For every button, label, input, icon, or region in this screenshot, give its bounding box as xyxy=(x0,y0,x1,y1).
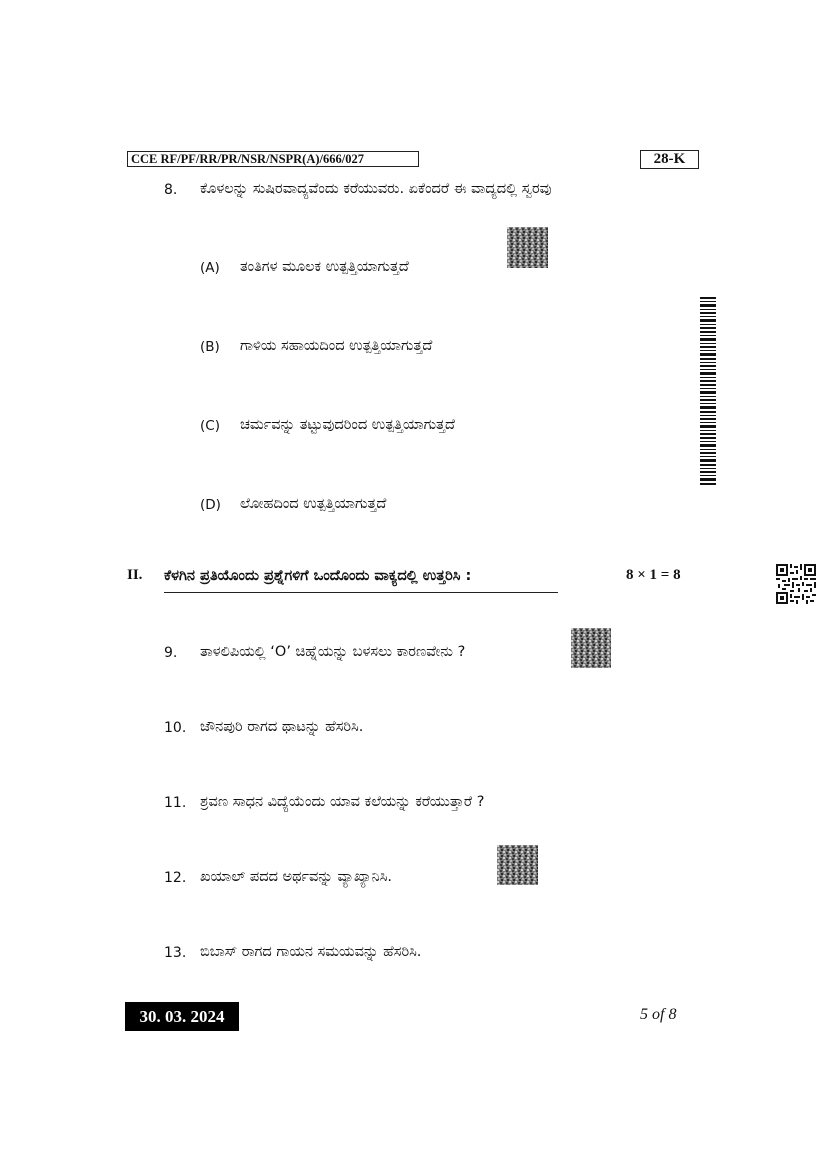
question-number: 10. xyxy=(164,720,187,736)
option-a-letter: (A) xyxy=(200,260,220,276)
question-8-text: ಕೊಳಲನ್ನು ಸುಷಿರವಾದ್ಯವೆಂದು ಕರೆಯುವರು. ಏಕೆಂದರೆ ಈ ವಾದ್ಯದಲ್ಲಿ ಸ್ವರವು xyxy=(200,181,552,197)
noise-square-1 xyxy=(507,227,548,268)
question-number: 13. xyxy=(164,945,187,961)
section-marks: 8 × 1 = 8 xyxy=(626,567,681,583)
option-d-text: ಲೋಹದಿಂದ ಉತ್ಪತ್ತಿಯಾಗುತ್ತದೆ xyxy=(240,496,387,512)
section-title-underline xyxy=(164,592,558,593)
question-text: ಬಿಬಾಸ್ ರಾಗದ ಗಾಯನ ಸಮಯವನ್ನು ಹೆಸರಿಸಿ. xyxy=(200,944,422,960)
question-8-number: 8. xyxy=(164,182,178,198)
section-number: II. xyxy=(127,567,143,583)
qr-code-icon xyxy=(776,564,816,604)
question-text: ಜೌನಪುರಿ ರಾಗದ ಥಾಟನ್ನು ಹೆಸರಿಸಿ. xyxy=(200,719,364,735)
question-text: ಖಯಾಲ್ ಪದದ ಅರ್ಥವನ್ನು ವ್ಯಾಖ್ಯಾನಿಸಿ. xyxy=(200,869,393,885)
section-title: ಕೆಳಗಿನ ಪ್ರತಿಯೊಂದು ಪ್ರಶ್ನೆಗಳಿಗೆ ಒಂದೊಂದು ವಾಕ್ಯದಲ್ಲಿ ಉತ್ತರಿಸಿ : xyxy=(164,568,472,584)
question-number: 11. xyxy=(164,795,187,811)
option-c-letter: (C) xyxy=(200,418,220,434)
option-c-text: ಚರ್ಮವನ್ನು ತಟ್ಟುವುದರಿಂದ ಉತ್ಪತ್ತಿಯಾಗುತ್ತದೆ xyxy=(240,417,455,433)
option-a-text: ತಂತಿಗಳ ಮೂಲಕ ಉತ್ಪತ್ತಿಯಾಗುತ್ತದೆ xyxy=(240,259,409,275)
question-number: 12. xyxy=(164,870,187,886)
paper-code: CCE RF/PF/RR/PR/NSR/NSPR(A)/666/027 xyxy=(127,151,419,167)
exam-date: 30. 03. 2024 xyxy=(125,1002,239,1031)
noise-square-2 xyxy=(571,628,611,668)
paper-id-badge: 28-K xyxy=(640,150,699,169)
option-d-letter: (D) xyxy=(200,497,221,513)
question-number: 9. xyxy=(164,645,178,661)
question-text: ಶ್ರವಣ ಸಾಧನ ವಿದ್ಯೆಯೆಂದು ಯಾವ ಕಲೆಯನ್ನು ಕರೆಯುತ್ತಾರೆ ? xyxy=(200,794,485,810)
barcode-icon xyxy=(700,297,716,485)
option-b-letter: (B) xyxy=(200,339,220,355)
option-b-text: ಗಾಳಿಯ ಸಹಾಯದಿಂದ ಉತ್ಪತ್ತಿಯಾಗುತ್ತದೆ xyxy=(240,338,433,354)
page-number: 5 of 8 xyxy=(640,1006,677,1023)
noise-square-3 xyxy=(497,845,538,885)
question-text: ತಾಳಲಿಪಿಯಲ್ಲಿ ‘O’ ಚಿಹ್ನೆಯನ್ನು ಬಳಸಲು ಕಾರಣವೇನು ? xyxy=(200,644,466,660)
